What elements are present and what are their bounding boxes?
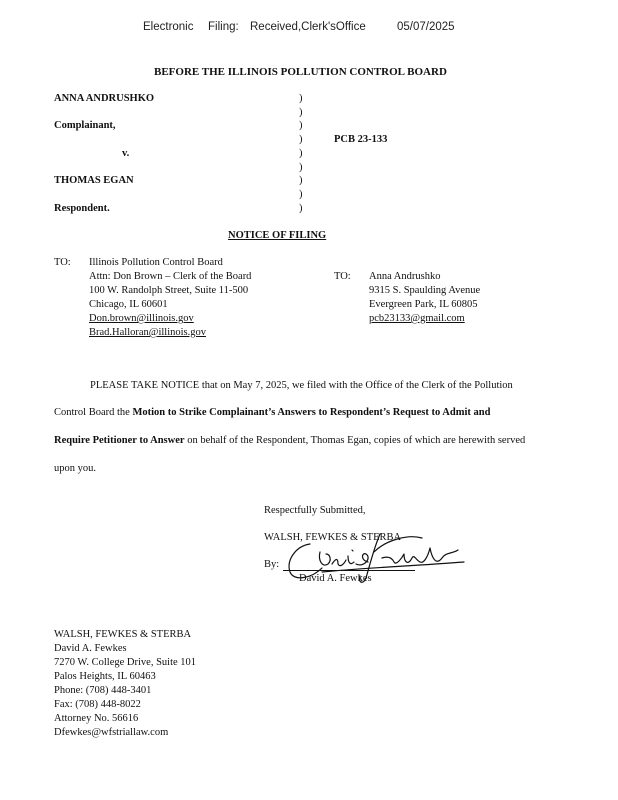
address-line: Chicago, IL 60601: [89, 299, 168, 310]
address-line: 9315 S. Spaulding Avenue: [369, 285, 481, 296]
notice-title: NOTICE OF FILING: [228, 230, 327, 241]
body-line-4: upon you.: [54, 463, 96, 474]
footer-line: David A. Fewkes: [54, 643, 127, 654]
footer-line: 7270 W. College Drive, Suite 101: [54, 657, 197, 668]
respondent-label: Respondent.: [54, 203, 110, 214]
efiling-received: Received,Clerk'sOffice: [250, 21, 366, 33]
footer-line: WALSH, FEWKES & STERBA: [54, 629, 192, 640]
footer-line: Phone: (708) 448-3401: [54, 685, 152, 696]
email-link-don-brown[interactable]: Don.brown@illinois.gov: [89, 313, 194, 324]
efiling-filing: Filing:: [208, 21, 239, 33]
respectfully-submitted: Respectfully Submitted,: [264, 505, 366, 516]
respondent-name: THOMAS EGAN: [54, 175, 134, 186]
signer-name: David A. Fewkes: [299, 573, 372, 584]
to-label-left: TO:: [54, 257, 71, 268]
body-line-3: Require Petitioner to Answer on behalf of the Respondent, Thomas Egan, copies of which are herewith served: [54, 435, 526, 446]
complainant-name: ANNA ANDRUSHKO: [54, 93, 155, 104]
email-link-brad-halloran[interactable]: Brad.Halloran@illinois.gov: [89, 327, 206, 338]
caption-parentheses: ) ) ) ) ) ) ) ) ): [299, 93, 303, 214]
body-line-2: Control Board the Motion to Strike Complainant’s Answers to Respondent’s Request to Admit and: [54, 407, 491, 418]
address-line: Attn: Don Brown – Clerk of the Board: [89, 271, 252, 282]
footer-line: Palos Heights, IL 60463: [54, 671, 156, 682]
footer-email[interactable]: Dfewkes@wfstriallaw.com: [54, 727, 169, 738]
signature-firm: WALSH, FEWKES & STERBA: [264, 532, 402, 543]
handwritten-signature: [282, 528, 472, 588]
by-label: By:: [264, 559, 280, 570]
email-link-complainant[interactable]: pcb23133@gmail.com: [369, 313, 465, 324]
footer-address: [54, 628, 196, 740]
efiling-electronic: Electronic: [143, 21, 194, 33]
address-line: Anna Andrushko: [369, 271, 441, 282]
versus: v.: [122, 148, 130, 159]
to-address-left: [89, 256, 251, 340]
efiling-date: 05/07/2025: [397, 21, 455, 33]
address-line: 100 W. Randolph Street, Suite 11-500: [89, 285, 249, 296]
complainant-label: Complainant,: [54, 120, 116, 131]
document-title: BEFORE THE ILLINOIS POLLUTION CONTROL BOARD: [154, 66, 447, 78]
to-address-right: [369, 270, 480, 326]
address-line: Evergreen Park, IL 60805: [369, 299, 478, 310]
to-label-right: TO:: [334, 271, 351, 282]
case-number: PCB 23-133: [334, 134, 388, 145]
body-line-1: PLEASE TAKE NOTICE that on May 7, 2025, we filed with the Office of the Clerk of the Pollution: [90, 380, 513, 391]
footer-line: Fax: (708) 448-8022: [54, 699, 141, 710]
footer-line: Attorney No. 56616: [54, 713, 139, 724]
address-line: Illinois Pollution Control Board: [89, 257, 223, 268]
